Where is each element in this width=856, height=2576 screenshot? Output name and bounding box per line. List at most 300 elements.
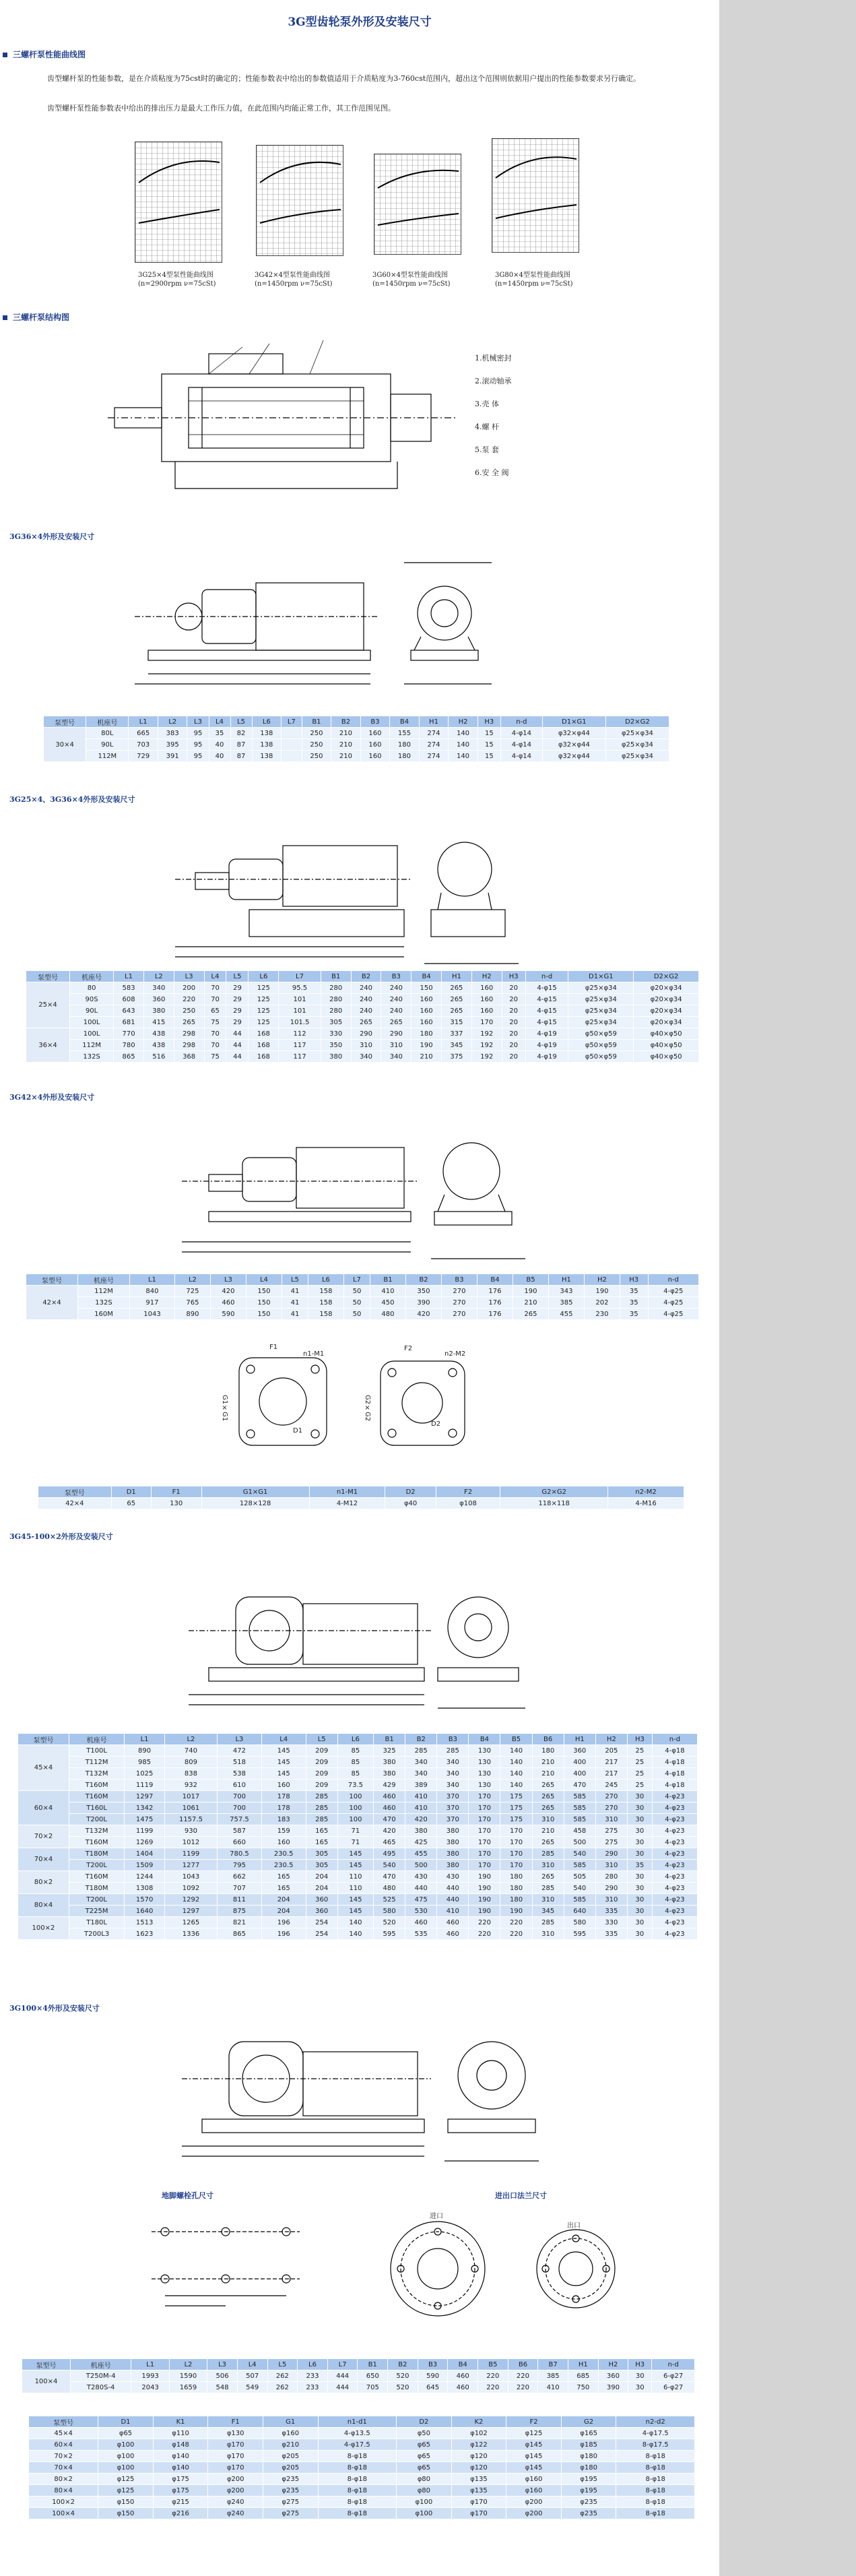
table-cell: 780 [114,1040,144,1051]
table-cell: 265 [381,1017,411,1028]
table-header-cell: B3 [437,1734,469,1745]
table-row [29,2485,695,2496]
table-header-cell: H3 [627,1734,652,1745]
table-cell: 30 [627,1906,652,1917]
table-cell: 4-M12 [309,1498,385,1509]
table-header-cell: B1 [358,2359,388,2370]
table-cell: 340 [405,1757,437,1768]
table-cell: 590 [210,1309,246,1320]
table-cell: 660 [218,1837,262,1848]
table-cell: 176 [477,1297,513,1309]
table-cell: 158 [308,1309,343,1320]
table-cell: 285 [437,1745,469,1757]
table-cell: 520 [374,1917,405,1928]
table-cell: 240 [381,1005,411,1017]
table-cell: T132M [69,1768,124,1780]
table-cell: 380 [437,1825,469,1837]
table-cell: T280S-4 [70,2382,131,2393]
table-cell: 209 [306,1768,337,1780]
table-cell: 1475 [125,1814,165,1825]
table-cell: φ40×φ50 [634,1028,699,1040]
table-cell: 95 [187,751,209,762]
table-cell: 25 [627,1757,652,1768]
table-cell: 4-φ25 [648,1309,699,1320]
curve-caption: 3G25×4型泵性能曲线图 (n=2900rpm ν=75cSt) [138,272,216,288]
table-cell: 540 [564,1883,595,1894]
table-cell: 30 [627,1928,652,1940]
table-cell: 70×2 [29,2451,98,2462]
table-header-cell: L6 [252,716,282,728]
table-cell: φ215 [153,2496,208,2508]
table-header-cell: L5 [230,716,252,728]
table-header-cell: L1 [125,1734,165,1745]
table-cell: 150 [246,1286,282,1297]
table-cell: 210 [331,751,361,762]
table-cell: 1342 [125,1802,165,1814]
table-cell: 170 [469,1837,500,1848]
table-cell: 360 [143,994,174,1005]
table-header-cell: D1 [98,2416,154,2428]
table-header-cell: H1 [568,2359,598,2370]
table-cell: 210 [411,1051,442,1063]
table-cell: 1092 [164,1883,217,1894]
table-header-cell: L2 [169,2359,207,2370]
table-cell: 475 [405,1894,437,1906]
parts-legend-item: 1.机械密封 [475,354,512,363]
table-cell: 40 [209,739,230,751]
table-cell: 42×4 [26,1286,78,1320]
table-cell: 8-φ18 [318,2508,397,2519]
table-cell: 985 [125,1757,165,1768]
table-cell: 170 [469,1791,500,1802]
table-header-cell: 泵型号 [38,1486,112,1498]
table-cell: 8-φ18 [318,2451,397,2462]
table-cell: 6-φ27 [652,2382,695,2393]
table-header-cell: L6 [308,1274,343,1286]
table-cell: 460 [405,1917,437,1928]
table-cell: φ125 [98,2485,154,2496]
table-cell: 1308 [125,1883,165,1894]
table-header-cell: L6 [249,971,279,982]
table-cell: φ150 [98,2508,154,2519]
table-cell: 220 [469,1917,500,1928]
table-cell: 1336 [164,1928,217,1940]
table-cell: 90S [70,994,114,1005]
table-cell: 4-M16 [608,1498,684,1509]
table-cell: φ180 [561,2451,616,2462]
table-cell: 190 [584,1286,620,1297]
table-cell: 183 [261,1814,306,1825]
table-cell: 590 [418,2370,448,2382]
table-cell: 8-φ18 [616,2474,695,2485]
table-row [26,1028,699,1040]
table-cell: 750 [568,2382,598,2393]
table-row [44,751,669,762]
table-cell: 160 [360,751,390,762]
table-cell: φ240 [208,2508,263,2519]
table-cell: 391 [158,751,187,762]
table-cell: φ100 [397,2496,452,2508]
table-cell: 95.5 [279,982,321,994]
table-cell: 20 [502,1005,525,1017]
table-cell: 595 [564,1928,595,1940]
table-cell: 265 [532,1871,564,1883]
table-header-cell: L7 [327,2359,358,2370]
flange-table-all [28,2416,695,2519]
table-cell: φ20×φ34 [634,1005,699,1017]
table-row [18,1871,698,1883]
table-cell: 610 [218,1780,262,1791]
table-cell: 340 [437,1768,469,1780]
table-cell: 380 [437,1848,469,1860]
table-cell: 138 [252,728,282,739]
table-cell: 250 [174,1005,204,1017]
table-cell: 155 [390,728,420,739]
table-row [29,2439,695,2451]
table-cell: φ120 [451,2451,506,2462]
table-cell: 160 [471,982,502,994]
table-cell: 192 [471,1028,502,1040]
table-cell: 112M [86,751,129,762]
table-cell: 1623 [125,1928,165,1940]
table-cell: φ140 [153,2451,208,2462]
table-cell: φ100 [98,2462,154,2474]
table-header-cell: B4 [390,716,420,728]
table-row [26,1005,699,1017]
table-cell: 233 [298,2382,328,2393]
table-cell: 360 [306,1906,337,1917]
table-cell: 230.5 [261,1848,306,1860]
performance-curve-chart [135,142,222,263]
table-cell: 270 [441,1297,477,1309]
table-cell: 4-φ15 [525,1005,568,1017]
table-cell: 170 [469,1825,500,1837]
table-cell: 640 [564,1906,595,1917]
table-cell: 685 [568,2370,598,2382]
table-cell: 585 [564,1860,595,1871]
flange-table-42x4 [38,1486,684,1509]
table-cell: φ205 [263,2451,318,2462]
table-cell: 540 [374,1860,405,1871]
table-cell: 380 [437,1837,469,1848]
table-cell: 340 [351,1051,381,1063]
performance-curve-chart [492,138,579,253]
table-cell: 1012 [164,1837,217,1848]
table-cell: 280 [321,994,351,1005]
table-header-cell: n-d [500,716,542,728]
table-cell: 343 [548,1286,584,1297]
table-cell: 838 [164,1768,217,1780]
table-cell: 140 [500,1780,532,1791]
table-cell: φ50×φ59 [568,1051,634,1063]
table-cell: 4-φ14 [500,751,542,762]
table-cell: 250 [302,751,331,762]
table-cell: 425 [405,1837,437,1848]
table-cell: 1513 [125,1917,165,1928]
table-cell: 548 [207,2382,238,2393]
table-cell: 298 [174,1028,204,1040]
table-cell: 335 [595,1928,627,1940]
table-cell: 438 [143,1028,174,1040]
table-header-cell: L1 [131,2359,169,2370]
table-header-cell: n1-d1 [318,2416,397,2428]
table-cell: 703 [129,739,158,751]
table-cell: 125 [249,1017,279,1028]
table-cell: T160M [69,1780,124,1791]
table-cell: 1404 [125,1848,165,1860]
table-cell: φ235 [561,2496,616,2508]
table-cell: 140 [500,1768,532,1780]
table-row [29,2451,695,2462]
table-cell: 140 [449,739,478,751]
table-cell: φ65 [397,2439,452,2451]
table-cell: 210 [532,1768,564,1780]
table-cell: 30 [627,1917,652,1928]
table-cell: 190 [500,1906,532,1917]
table-cell: 310 [595,1814,627,1825]
table-cell: 71 [337,1825,373,1837]
parts-legend-item: 5.泵 套 [475,445,499,454]
table-cell: 158 [308,1297,343,1309]
table-cell: 159 [261,1825,306,1837]
table-cell: 200 [174,982,204,994]
table-cell: T112M [69,1757,124,1768]
table-header-cell: K2 [451,2416,506,2428]
table-cell: 80 [70,982,114,994]
table-cell: φ170 [208,2462,263,2474]
table-header-cell: L3 [207,2359,238,2370]
table-cell: 765 [174,1297,210,1309]
table-cell: 645 [418,2382,448,2393]
table-header-cell: n-d [652,2359,695,2370]
table-header-cell: H3 [478,716,500,728]
table-cell: 202 [584,1297,620,1309]
table-cell: 932 [164,1780,217,1791]
subtitle-3g100: 3G100×4外形及安装尺寸 [9,2004,100,2013]
table-cell: φ40×φ50 [634,1040,699,1051]
table-cell: 117 [279,1040,321,1051]
table-cell: 340 [437,1780,469,1791]
table-cell: 170 [469,1814,500,1825]
table-cell: 549 [237,2382,267,2393]
table-cell: 507 [237,2370,267,2382]
table-cell: 125 [249,994,279,1005]
table-cell: 1509 [125,1860,165,1871]
table-cell: 705 [358,2382,388,2393]
table-cell: 30 [627,1802,652,1814]
table-cell: 305 [306,1848,337,1860]
table-header-cell: L1 [129,1274,174,1286]
table-cell: 1017 [164,1791,217,1802]
table-header-row [38,1486,684,1498]
table-cell: 165 [261,1883,306,1894]
table-cell: 360 [598,2370,628,2382]
table-cell: 145 [337,1848,373,1860]
table-cell: 265 [351,1017,381,1028]
table-cell: 390 [598,2382,628,2393]
table-cell: 1659 [169,2382,207,2393]
table-cell: φ120 [451,2462,506,2474]
table-cell: φ25×φ34 [568,982,634,994]
table-cell: 4-φ19 [525,1051,568,1063]
table-cell: 429 [374,1780,405,1791]
table-cell: 30 [627,1848,652,1860]
table-cell: 472 [218,1745,262,1757]
table-cell: 220 [478,2370,508,2382]
table-cell: φ32×φ44 [542,728,605,739]
table-cell: 25 [627,1768,652,1780]
table-cell: φ25×φ34 [605,751,669,762]
table-row [18,1894,698,1906]
table-header-cell: H3 [502,971,525,982]
table-cell: 285 [306,1802,337,1814]
table-cell: 470 [374,1814,405,1825]
table-cell: 285 [532,1848,564,1860]
table-cell: 250 [302,739,331,751]
table-cell: 101 [279,1005,321,1017]
table-cell: 170 [500,1848,532,1860]
pump-outline-drawing [141,1110,532,1265]
table-cell: 4-φ14 [500,728,542,739]
table-cell: 865 [114,1051,144,1063]
table-cell: 75 [204,1051,226,1063]
table-row [29,2462,695,2474]
subtitle-3g36: 3G36×4外形及安装尺寸 [9,532,95,541]
table-cell: φ50 [397,2428,452,2439]
table-cell: φ40×φ50 [634,1051,699,1063]
table-header-row [18,1734,698,1745]
table-cell: 4-φ23 [652,1837,697,1848]
table-cell: φ170 [208,2439,263,2451]
table-header-cell: L7 [343,1274,370,1286]
table-cell: φ170 [451,2496,506,2508]
table-cell: 415 [143,1017,174,1028]
pump-outline-drawing [108,549,512,704]
table-cell: 917 [129,1297,174,1309]
table-cell: 315 [441,1017,471,1028]
table-cell: 80×4 [18,1894,69,1917]
table-cell: 1025 [125,1768,165,1780]
table-header-cell: L6 [298,2359,328,2370]
dimension-table-3 [26,1274,699,1320]
table-cell: 729 [129,751,158,762]
table-cell: 20 [502,1040,525,1051]
table-header-cell: n1-M1 [309,1486,385,1498]
table-header-cell: L4 [209,716,230,728]
table-cell: T200L3 [69,1928,124,1940]
table-cell: 180 [500,1894,532,1906]
table-cell: 170 [471,1017,502,1028]
table-cell: 585 [564,1814,595,1825]
table-row [26,1040,699,1051]
table-row [18,1883,698,1894]
table-row [22,2370,695,2382]
table-cell: 370 [437,1802,469,1814]
table-cell: 8-φ18 [318,2485,397,2496]
anchor-bolt-drawing [145,2205,306,2313]
table-header-cell: D2 [397,2416,452,2428]
table-header-cell: L2 [143,971,174,982]
table-cell: T200L [69,1894,124,1906]
table-cell: T200L [69,1814,124,1825]
table-cell: 170 [469,1802,500,1814]
table-cell: 100 [337,1802,373,1814]
table-cell: 85 [337,1768,373,1780]
table-cell: 280 [321,1005,351,1017]
subtitle-3g25-36: 3G25×4、3G36×4外形及安装尺寸 [9,795,135,804]
table-cell: φ148 [153,2439,208,2451]
table-cell: 30 [627,1791,652,1802]
table-header-cell: B4 [411,971,442,982]
table-cell: 150 [246,1297,282,1309]
table-header-cell: n2-d2 [616,2416,695,2428]
table-cell: 4-φ23 [652,1802,697,1814]
table-row [26,1286,699,1297]
table-header-cell: D2 [385,1486,436,1498]
table-cell: 455 [548,1309,584,1320]
table-cell: 585 [564,1894,595,1906]
table-cell: 821 [218,1917,262,1928]
table-cell: 400 [564,1768,595,1780]
table-header-cell: L7 [279,971,321,982]
table-cell: 29 [226,1017,249,1028]
table-cell: 410 [437,1906,469,1917]
table-cell: φ145 [506,2439,562,2451]
table-cell: 8-φ18 [318,2462,397,2474]
table-cell: 275 [595,1825,627,1837]
table-row [18,1837,698,1848]
table-cell: 41 [282,1286,308,1297]
table-cell: φ200 [506,2508,562,2519]
table-cell: φ200 [208,2474,263,2485]
table-cell: 168 [249,1028,279,1040]
table-cell: 50 [343,1286,370,1297]
table-cell: 175 [500,1791,532,1802]
table-cell: 70×4 [29,2462,98,2474]
table-cell: 250 [302,728,331,739]
table-cell: 325 [374,1745,405,1757]
table-cell: 4-φ23 [652,1883,697,1894]
table-cell: 265 [441,982,471,994]
table-cell: 1061 [164,1802,217,1814]
table-cell: 190 [513,1286,548,1297]
table-cell: 145 [337,1860,373,1871]
curve-caption: 3G80×4型泵性能曲线图 (n=1450rpm ν=75cSt) [495,272,573,288]
table-cell: 180 [532,1745,564,1757]
table-row [18,1745,698,1757]
table-cell: 520 [388,2382,418,2393]
table-row [26,994,699,1005]
table-cell: 190 [411,1040,442,1051]
table-header-cell: 机座号 [86,716,129,728]
table-cell: 180 [390,751,420,762]
table-cell: 178 [261,1802,306,1814]
table-header-cell: B5 [478,2359,508,2370]
table-cell: 725 [174,1286,210,1297]
table-cell: 36×4 [26,1028,70,1063]
table-header-cell: B5 [500,1734,532,1745]
table-cell: 4-φ19 [525,1040,568,1051]
table-cell: 795 [218,1860,262,1871]
table-cell: 190 [469,1883,500,1894]
table-cell: 285 [306,1814,337,1825]
table-cell: 4-φ25 [648,1297,699,1309]
table-header-cell: B4 [477,1274,513,1286]
table-header-cell: H2 [598,2359,628,2370]
section-heading-curves: 三螺杆泵性能曲线图 [3,49,86,60]
table-cell: φ32×φ44 [542,739,605,751]
table-cell: 780.5 [218,1848,262,1860]
